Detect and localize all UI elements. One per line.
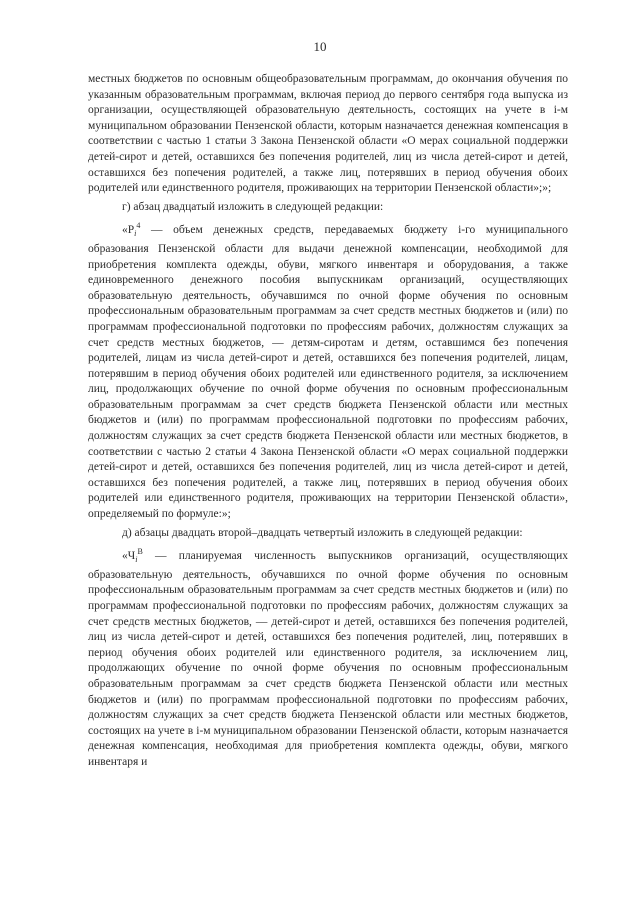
- formula-subscript: i: [135, 555, 138, 565]
- formula-symbol: «Ч: [122, 550, 136, 563]
- formula-superscript: 4: [136, 221, 141, 231]
- formula-superscript: В: [137, 547, 143, 557]
- paragraph-g-heading: г) абзац двадцатый изложить в следующей редакции:: [122, 200, 384, 213]
- formula-subscript: i: [134, 229, 137, 239]
- formula-symbol: «Р: [122, 224, 135, 237]
- paragraph-d-formula-definition: [88, 544, 568, 770]
- document-body: [88, 72, 568, 774]
- paragraph-d-heading: д) абзацы двадцать второй–двадцать четвертый изложить в следующей редакции:: [122, 526, 523, 539]
- formula-definition-text: — планируемая численность выпускников организаций, осуществляющих образовательную деятельность, обучавшихся по очной форме обучения по основным профессиональным образовательным программам за счет средств местных бюджетов и (или) по программам профессиональной подготовки по профессиям рабочих, должностям служащих за счет средств местных бюджетов, — детей-сирот и детей, оставшихся без попечения родителей, лиц из числа детей-сирот и детей, оставшихся без попечения родителей, лиц, потерявших в период обучения обоих родителей или единственного родителя, за исключением лиц, продолжающих обучение по очной форме обучения по основным профессиональным образовательным программам за счет средств бюджета Пензенской области или местных бюджетов и (или) по программам профессиональной подготовки по профессиям рабочих, должностям служащих за счет средств бюджета Пензенской области или местных бюджетов, состоящих на учете в i-м муниципальном образовании Пензенской области, которым назначается денежная компенсация, необходимая для приобретения комплекта одежды, обуви, мягкого инвентаря и: [88, 550, 568, 768]
- page-number: 10: [313, 39, 327, 54]
- paragraph-g-formula-definition: [88, 218, 568, 522]
- paragraph-continuation: местных бюджетов по основным общеобразовательным программам, до окончания обучения по указанным образовательным программам, включая период до первого сентября года выпуска из организации, осуществляющей образовательную деятельность, состоящих на учете в i-м муниципальном образовании Пензенской области, которым назначается денежная компенсация в соответствии с частью 1 статьи 3 Закона Пензенской области «О мерах социальной поддержки детей-сирот и детей, оставшихся без попечения родителей, лиц из числа детей-сирот и детей, оставшихся без попечения родителей, а также лиц, потерявших в период обучения обоих родителей или единственного родителя, проживающих на территории Пензенской области»;»;: [88, 73, 568, 195]
- formula-definition-text: — объем денежных средств, передаваемых бюджету i-го муниципального образования Пензенской области для выдачи денежной компенсации, необходимой для приобретения комплекта одежды, обуви, мягкого инвентаря и оборудования, а также единовременного денежного пособия выпускникам организаций, осуществляющих образовательную деятельность, обучавшимся по очной форме обучения по основным профессиональным образовательным программам за счет средств местных бюджетов и (или) по программам профессиональной подготовки по профессиям рабочих, должностям служащих за счет средств местных бюджетов, — детям-сиротам и детям, оставшимся без попечения родителей, лицам из числа детей-сирот и детей, оставшихся без попечения родителей, лицам, потерявшим в период обучения обоих родителей или единственного родителя, за исключением лиц, продолжающих обучение по очной форме обучения по основным профессиональным образовательным программам за счет средств бюджета Пензенской области или местных бюджетов и (или) по программам профессиональной подготовки по профессиям рабочих, должностям служащих за счет средств бюджета Пензенской области или местных бюджетов, в соответствии с частью 2 статьи 4 Закона Пензенской области «О мерах социальной поддержки детей-сирот и детей, оставшихся без попечения родителей, лиц из числа детей-сирот и детей, оставшихся без попечения родителей, а также лиц, потерявших в период обучения обоих родителей или единственного родителя, проживающих на территории Пензенской области», определяемый по формуле:»;: [88, 224, 568, 521]
